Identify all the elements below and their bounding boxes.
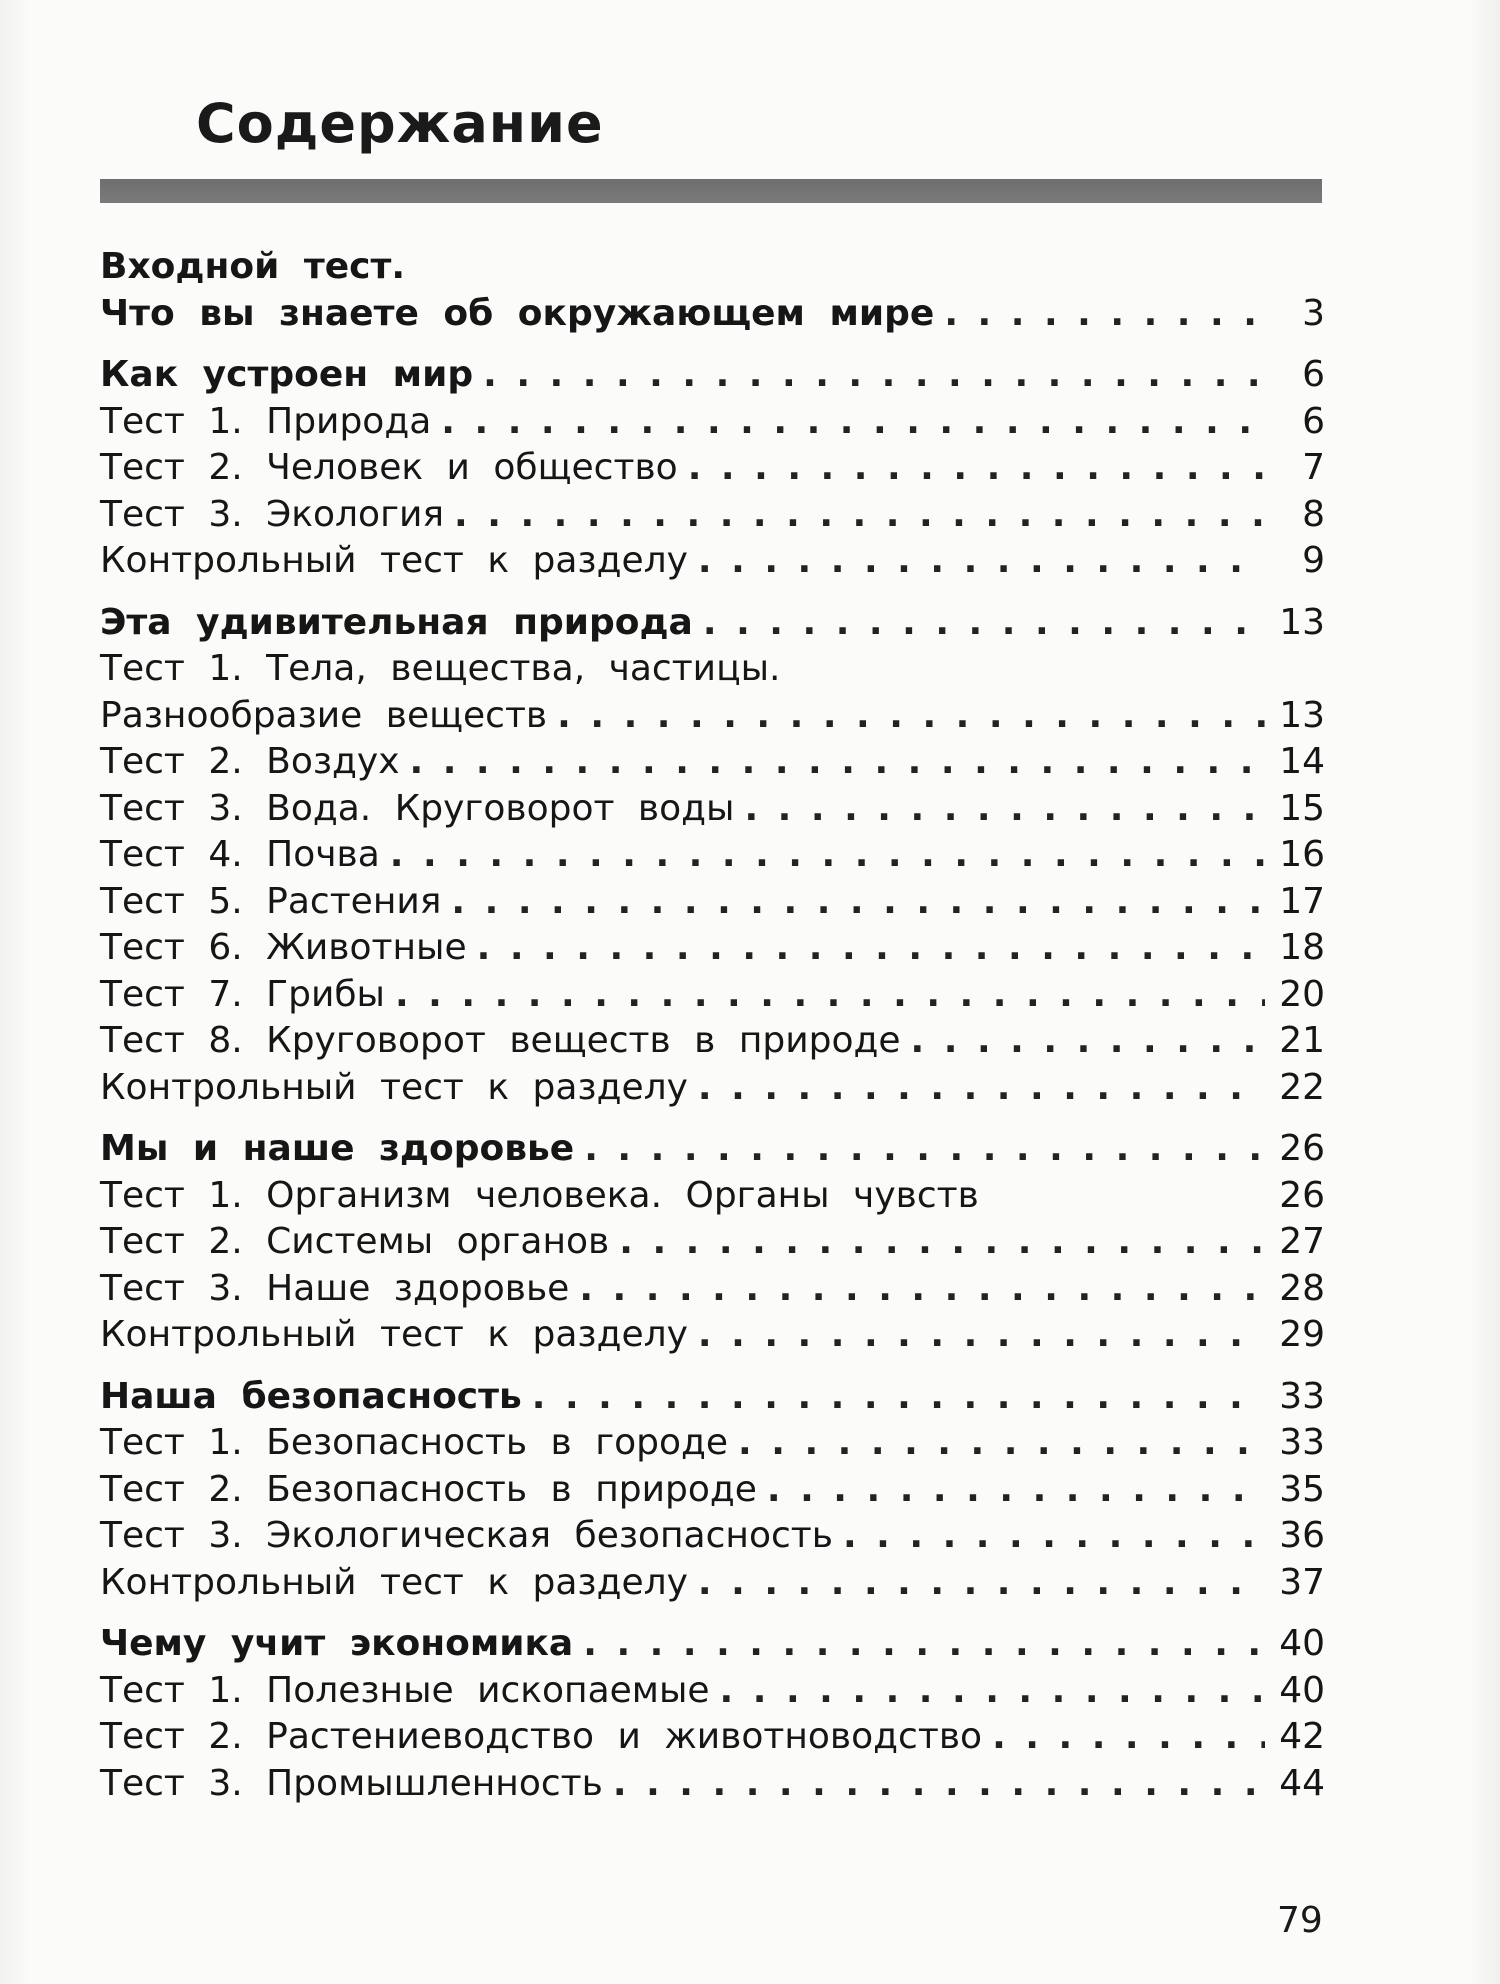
toc-dot-leader — [744, 786, 1265, 833]
toc-entry — [100, 1420, 1325, 1467]
toc-section-heading — [100, 1621, 1325, 1668]
toc-dot-leader — [579, 1266, 1265, 1313]
toc-entry-title: Как устроен мир — [100, 354, 474, 395]
toc-dot-leader — [738, 1420, 1265, 1467]
toc-page-number: 40 — [1279, 1669, 1325, 1711]
toc-entry — [100, 1219, 1325, 1266]
toc-section-heading — [100, 600, 1325, 647]
toc-page-number: 13 — [1279, 601, 1325, 643]
toc-entry — [100, 399, 1325, 446]
toc-entry-title: Тест 1. Тела, вещества, частицы. — [100, 648, 781, 689]
toc-dot-leader — [390, 832, 1265, 879]
toc-dot-leader — [395, 972, 1265, 1019]
toc-dot-leader — [698, 1312, 1265, 1359]
toc-entry-title: Тест 2. Человек и общество — [100, 447, 678, 488]
toc-entry-title: Тест 8. Круговорот веществ в природе — [100, 1020, 901, 1061]
toc-page-number: 26 — [1279, 1174, 1325, 1216]
toc-entry-title: Тест 6. Животные — [100, 927, 467, 968]
page-number: 79 — [1277, 1900, 1323, 1941]
toc-page-number: 3 — [1302, 292, 1325, 334]
toc-entry — [100, 1513, 1325, 1560]
toc-entry — [100, 538, 1325, 585]
toc-dot-leader — [944, 291, 1265, 338]
toc-entry-title: Разнообразие веществ — [100, 694, 548, 736]
toc-entry-title: Тест 3. Экологическая безопасность — [100, 1515, 833, 1556]
toc-entry — [100, 925, 1325, 972]
toc-entry-title: Тест 5. Растения — [100, 880, 442, 922]
toc-entry-title: Тест 3. Промышленность — [100, 1762, 603, 1804]
toc-entry-title: Тест 2. Растениеводство и животноводство — [100, 1716, 983, 1757]
toc-section-heading — [100, 1126, 1325, 1173]
toc-dot-leader — [532, 1374, 1265, 1421]
toc-entry-title: Тест 3. Наше здоровье — [100, 1267, 570, 1309]
toc-entry — [100, 1266, 1325, 1313]
toc-entry-title: Тест 7. Грибы — [100, 973, 385, 1015]
toc-dot-leader — [410, 739, 1265, 786]
toc-entry-title: Контрольный тест к разделу — [100, 1314, 688, 1355]
toc-dot-leader — [698, 1560, 1265, 1607]
toc-page-number: 36 — [1279, 1515, 1325, 1556]
toc-entry-title: Чему учит экономика — [100, 1623, 574, 1664]
toc-entry-title: Тест 1. Организм человека. Органы чувств — [100, 1174, 979, 1216]
toc-entry — [100, 1173, 1325, 1220]
toc-entry — [100, 1065, 1325, 1112]
toc-dot-leader — [703, 600, 1265, 647]
table-of-contents — [100, 244, 1325, 1807]
toc-section-heading — [100, 1374, 1325, 1421]
toc-entry — [100, 492, 1325, 539]
toc-dot-leader — [688, 445, 1265, 492]
toc-entry-title: Тест 2. Безопасность в природе — [100, 1468, 757, 1510]
toc-page-number: 33 — [1279, 1422, 1325, 1463]
toc-entry — [100, 646, 1325, 693]
toc-section-heading — [100, 291, 1325, 338]
toc-entry-title: Тест 1. Полезные ископаемые — [100, 1669, 710, 1711]
toc-entry-title: Тест 3. Экология — [100, 493, 445, 535]
toc-dot-leader — [441, 399, 1265, 446]
toc-dot-leader — [911, 1018, 1265, 1065]
toc-page-number: 42 — [1279, 1716, 1325, 1757]
toc-page-number: 6 — [1302, 354, 1325, 395]
toc-page-number: 28 — [1279, 1267, 1325, 1309]
toc-page-number: 44 — [1279, 1762, 1325, 1804]
toc-dot-leader — [619, 1219, 1265, 1266]
toc-entry-title: Тест 4. Почва — [100, 834, 380, 875]
toc-page-number: 33 — [1279, 1375, 1325, 1417]
toc-page-number: 13 — [1279, 694, 1325, 736]
page-title: Содержание — [196, 92, 604, 155]
toc-page-number: 22 — [1279, 1066, 1325, 1108]
toc-page-number: 16 — [1279, 834, 1325, 875]
toc-entry — [100, 1560, 1325, 1607]
toc-dot-leader — [992, 1714, 1265, 1761]
toc-dot-leader — [557, 693, 1265, 740]
toc-dot-leader — [843, 1513, 1265, 1560]
toc-page-number: 7 — [1302, 447, 1325, 488]
toc-entry-title: Мы и наше здоровье — [100, 1128, 575, 1169]
toc-dot-leader — [720, 1668, 1265, 1715]
toc-page-number: 18 — [1279, 927, 1325, 968]
toc-page-number: 40 — [1279, 1623, 1325, 1664]
toc-entry — [100, 739, 1325, 786]
toc-dot-leader — [483, 352, 1265, 399]
toc-dot-leader — [583, 1621, 1265, 1668]
toc-entry — [100, 832, 1325, 879]
toc-dot-leader — [767, 1467, 1265, 1514]
toc-entry-title: Эта удивительная природа — [100, 601, 693, 643]
toc-dot-leader — [698, 538, 1265, 585]
toc-entry-title: Контрольный тест к разделу — [100, 540, 688, 581]
toc-entry — [100, 1467, 1325, 1514]
toc-page-number: 26 — [1279, 1128, 1325, 1169]
toc-entry — [100, 1714, 1325, 1761]
toc-dot-leader — [451, 879, 1265, 926]
toc-entry — [100, 879, 1325, 926]
toc-entry-title: Наша безопасность — [100, 1375, 522, 1417]
toc-entry-title: Тест 2. Системы органов — [100, 1221, 610, 1262]
toc-entry — [100, 1312, 1325, 1359]
toc-page-number: 6 — [1302, 400, 1325, 442]
toc-page-number: 14 — [1279, 741, 1325, 782]
toc-section-heading — [100, 352, 1325, 399]
toc-entry — [100, 786, 1325, 833]
toc-entry — [100, 1668, 1325, 1715]
toc-dot-leader — [454, 492, 1265, 539]
toc-page-number: 9 — [1302, 540, 1325, 581]
toc-page-number: 21 — [1279, 1020, 1325, 1061]
toc-page-number: 27 — [1279, 1221, 1325, 1262]
toc-entry-title: Тест 1. Природа — [100, 400, 432, 442]
toc-page-number: 17 — [1279, 880, 1325, 922]
toc-entry — [100, 1018, 1325, 1065]
toc-entry — [100, 445, 1325, 492]
toc-entry-title: Тест 3. Вода. Круговорот воды — [100, 787, 735, 829]
toc-section-heading — [100, 244, 1325, 291]
toc-dot-leader — [698, 1065, 1265, 1112]
toc-entry-title: Тест 2. Воздух — [100, 741, 400, 782]
toc-entry-title: Контрольный тест к разделу — [100, 1561, 688, 1603]
toc-entry — [100, 1761, 1325, 1808]
toc-page-number: 29 — [1279, 1314, 1325, 1355]
toc-entry-title: Что вы знаете об окружающем мире — [100, 292, 935, 334]
toc-dot-leader — [477, 925, 1265, 972]
toc-page-number: 15 — [1279, 787, 1325, 829]
toc-entry — [100, 693, 1325, 740]
toc-dot-leader — [584, 1126, 1265, 1173]
toc-page-number: 35 — [1279, 1468, 1325, 1510]
toc-dot-leader — [613, 1761, 1265, 1808]
title-underline-bar — [100, 179, 1322, 203]
toc-entry-title: Контрольный тест к разделу — [100, 1066, 688, 1108]
toc-entry-title: Тест 1. Безопасность в городе — [100, 1422, 729, 1463]
toc-page-number: 8 — [1302, 493, 1325, 535]
toc-page-number: 20 — [1279, 973, 1325, 1015]
toc-entry — [100, 972, 1325, 1019]
toc-page-number: 37 — [1279, 1561, 1325, 1603]
toc-entry-title: Входной тест. — [100, 246, 405, 287]
